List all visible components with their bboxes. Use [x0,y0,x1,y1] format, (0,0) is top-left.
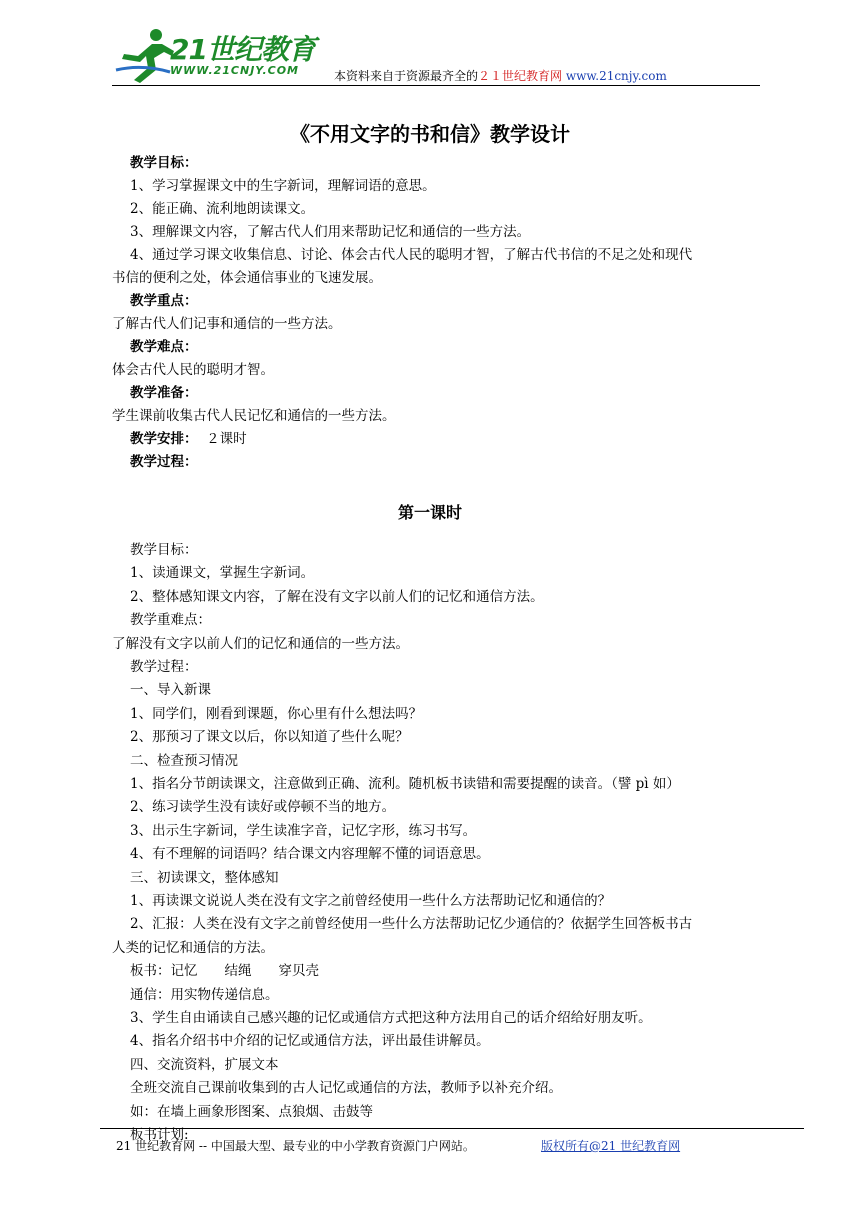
difficulty-text: 体会古代人民的聪明才智。 [112,362,274,378]
lesson-line: 3、学生自由诵读自己感兴趣的记忆或通信方式把这种方法用自己的话介绍给好朋友听。 [130,1010,652,1026]
lesson-line: 四、交流资料，扩展文本 [130,1056,279,1073]
footer-divider [100,1128,804,1129]
lesson-line: 板书：记忆 结绳 穿贝壳 [130,963,319,980]
header-note [334,67,667,84]
process-label: 教学过程： [130,454,198,470]
lesson-line: 3、出示生字新词，学生读准字音，记忆字形，练习书写。 [130,822,477,839]
lesson-line: 一、导入新课 [130,682,211,699]
difficulty-label: 教学难点： [130,339,198,355]
goal-item: 4、通过学习课文收集信息、讨论、体会古代人民的聪明才智，了解古代书信的不足之处和现代 [130,247,693,263]
header-divider [112,85,760,86]
lesson-line: 教学重难点： [130,612,211,629]
arrange-label: 教学安排： [130,431,198,447]
lesson-line: 全班交流自己课前收集到的古人记忆或通信的方法，教师予以补充介绍。 [130,1080,562,1097]
logo-url: WWW.21CNJY.COM [170,64,299,77]
goal-item: 1、学习掌握课文中的生字新词，理解词语的意思。 [130,178,436,194]
lesson-title: 第一课时 [397,503,462,522]
goal-item: 3、理解课文内容，了解古代人们用来帮助记忆和通信的一些方法。 [130,224,531,240]
arrange-text: ２课时 [206,431,247,447]
logo-wordmark: 21世纪教育 [170,33,315,66]
lesson-line: 1、再读课文说说人类在没有文字之前曾经使用一些什么方法帮助记忆和通信的？ [130,893,612,909]
lesson-line: 2、整体感知课文内容，了解在没有文字以前人们的记忆和通信方法。 [130,588,544,605]
goals-label: 教学目标： [130,155,198,171]
lesson-line: 4、有不理解的词语吗？结合课文内容理解不懂的词语意思。 [130,846,490,863]
lesson-line: 1、同学们，刚看到课题，你心里有什么想法吗？ [130,705,423,722]
footer-copyright-link[interactable]: 版权所有@21 世纪教育网 [541,1139,681,1153]
goal-item: 书信的便利之处，体会通信事业的飞速发展。 [112,270,382,286]
lesson-line: 2、汇报：人类在没有文字之前曾经使用一些什么方法帮助记忆少通信的？依据学生回答板书古 [130,916,693,933]
key-label: 教学重点： [130,293,198,309]
lesson-line: 人类的记忆和通信的方法。 [112,939,274,956]
lesson-line: 教学目标： [130,542,198,558]
lesson-line: 了解没有文字以前人们的记忆和通信的一些方法。 [112,635,409,652]
lesson-line: 二、检查预习情况 [130,752,238,769]
prep-text: 学生课前收集古代人民记忆和通信的一些方法。 [112,408,396,424]
goal-item: 2、能正确、流利地朗读课文。 [130,201,315,217]
lesson-line: 2、练习读学生没有读好或停顿不当的地方。 [130,799,396,816]
key-text: 了解古代人们记事和通信的一些方法。 [112,316,342,332]
lesson-line: 1、读通课文，掌握生字新词。 [130,565,315,582]
lesson-line: 1、指名分节朗读课文，注意做到正确、流利。随机板书读错和需要提醒的读音。（譬 pì 如） [130,776,680,792]
header-url-link[interactable]: www.21cnjy.com [565,69,667,83]
header-site-link[interactable]: ２１世纪教育网 [478,69,563,83]
prep-label: 教学准备： [130,385,198,401]
lesson-line: 三、初读课文，整体感知 [130,869,279,886]
lesson-line: 2、那预习了课文以后，你以知道了些什么呢？ [130,729,409,746]
header-note-prefix: 本资料来自于资源最齐全的 [334,69,479,83]
arrange-row [112,429,778,449]
page-title: 《不用文字的书和信》教学设计 [290,122,570,146]
lesson-line: 教学过程： [130,659,198,675]
runner-icon [112,26,176,84]
footer-text: 21 世纪教育网 -- 中国最大型、最专业的中小学教育资源门户网站。 [116,1139,475,1153]
lesson-line: 通信：用实物传递信息。 [130,986,279,1003]
lesson-line: 板书计划: [130,1127,189,1143]
lesson-line: 如：在墙上画象形图案、点狼烟、击鼓等 [130,1103,373,1120]
lesson-line: 4、指名介绍书中介绍的记忆或通信方法，评出最佳讲解员。 [130,1033,490,1050]
